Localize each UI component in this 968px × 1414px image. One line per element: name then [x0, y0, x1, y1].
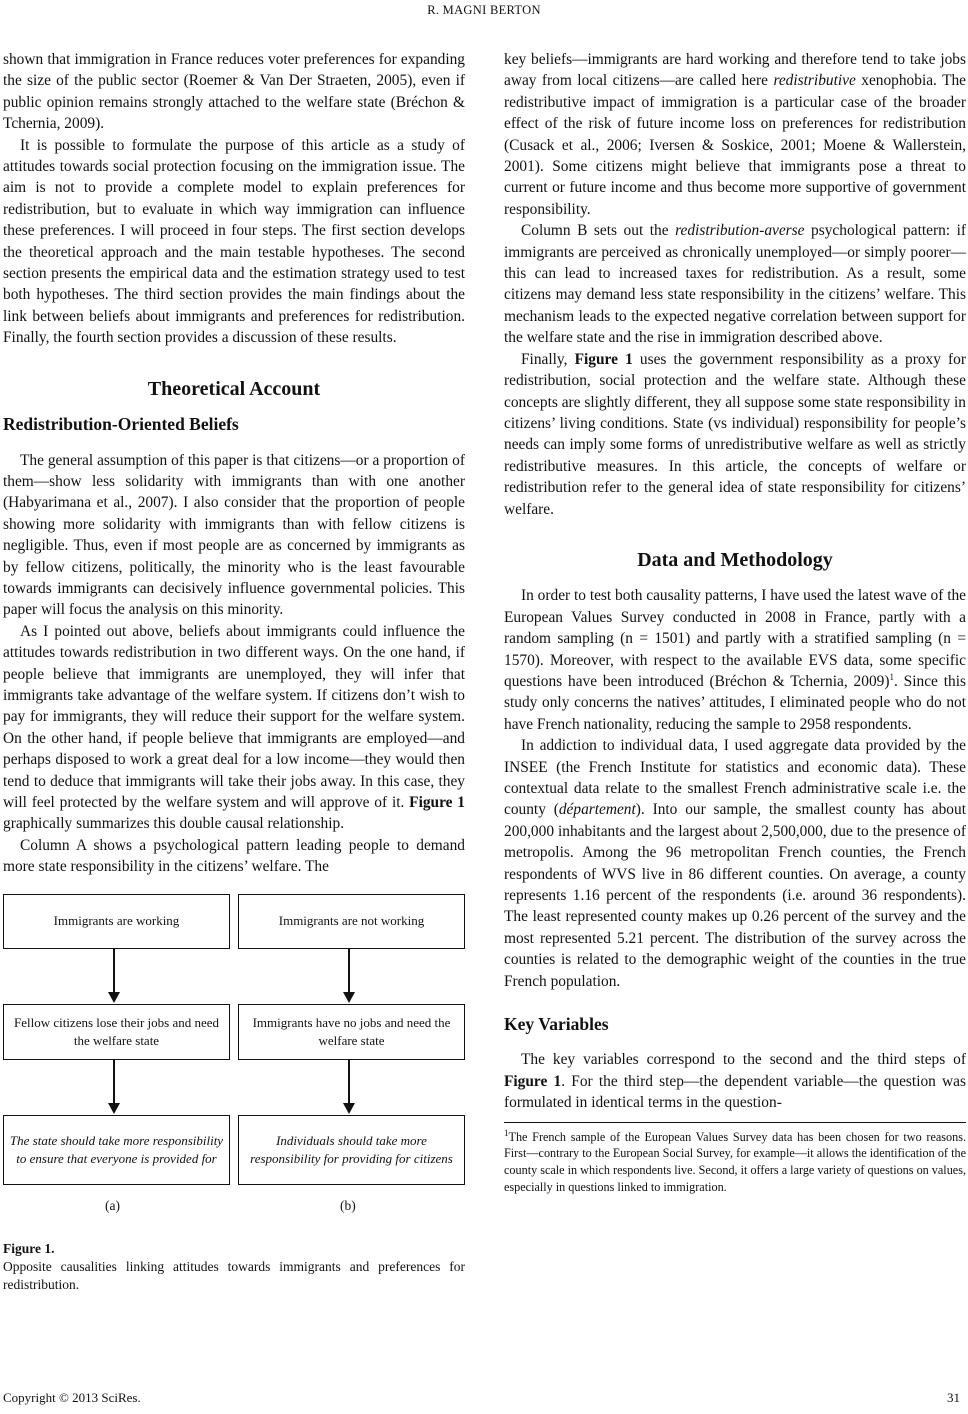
running-head: R. MAGNI BERTON: [427, 3, 541, 17]
text-run: In order to test both causality patterns, I have used the latest wave of the European Values Survey conducted in 2008 in France, partly with a random sampling (n = 1501) and partly with a stratified sampling (n = 1570). Moreover, with respect to the available EVS data, some specific questions have been introduced (Bréchon & Tchernia, 2009): [504, 587, 966, 690]
figure-1-diagram: [3, 894, 465, 1234]
subsection-heading: Redistribution-Oriented Beliefs: [3, 414, 239, 435]
section-heading: Data and Methodology: [637, 548, 833, 571]
paragraph: It is possible to formulate the purpose of this article as a study of attitudes towards social protection focusing on the immigration issue. The aim is not to provide a complete model to explain preferences for redistribution, but to evaluate in which way immigration can influence these preferences. I will proceed in four steps. The first section develops the theoretical approach and the main testable hypotheses. The second section presents the empirical data and the estimation strategy used to test both hypotheses. The third section provides the main findings about the link between beliefs about immigrants and preferences for redistribution. Finally, the fourth section provides a discussion of these results.: [3, 136, 465, 347]
box-b3: Individuals should take more responsibility for providing for citizens: [238, 1115, 465, 1185]
box-b2: Immigrants have no jobs and need the welfare state: [238, 1004, 465, 1060]
text-run: xenophobia. The redistributive impact of immigration is a particular case of the broader effect of the risk of future income loss on preferences for redistribution (Cusack et al., 2006; Iversen & Soskice, 2001; Moene & Wallerstein, 2001). Some citizens might believe that immigrants pose a threat to current or future income and thus become more supportive of government responsibility.: [504, 72, 967, 218]
text-run: ). Into our sample, the smallest county has about 200,000 inhabitants and the largest about 2,500,000, due to the presence of metropolis. Among the 96 metropolitan French counties, the French respondents of WVS live in 86 different counties. On average, a county represents 1.16 percent of the respondents (i.e. around 36 respondents). The least represented county makes up 0.26 percent of the survey and the most represented 5.21 percent. The distribution of the survey across the counties is related to the demographic weight of the counties in the true French population.: [504, 801, 966, 990]
arrowhead: [343, 1103, 355, 1114]
arrow-a1-a2: [113, 949, 115, 994]
paragraph: [504, 1049, 966, 1113]
page-number: 31: [947, 1390, 960, 1405]
text-run: Column B sets out the: [521, 222, 676, 240]
box-b1: Immigrants are not working: [238, 894, 465, 949]
paragraph: The general assumption of this paper is that citizens—or a proportion of them—show less solidarity with immigrants than with one another (Habyarimana et al., 2007). I also consider that the proportion of people showing more solidarity with immigrants than with fellow citizens is negligible. Thus, even if most people are as concerned by immigrants as by fellow citizens, politically, the minority who is the least favourable towards immigrants can decisively influence governmental policies. This paper will focus the analysis on this minority.: [3, 451, 465, 619]
emphasis: département: [558, 801, 636, 819]
column-label-b: (b): [340, 1197, 356, 1213]
column-label-a: (a): [105, 1197, 120, 1213]
subsection-heading: Key Variables: [504, 1014, 609, 1035]
text-run: . For the third step—the dependent variable—the question was formulated in identical terms in the question-: [504, 1072, 966, 1112]
footnote-rule: [504, 1122, 966, 1123]
footnote-number: 1: [504, 1127, 509, 1138]
box-a1: Immigrants are working: [3, 894, 230, 949]
figure-reference[interactable]: Figure 1: [574, 350, 633, 368]
footnote-marker[interactable]: 1: [889, 671, 894, 682]
footnote: [504, 1129, 966, 1196]
text-run: uses the government responsibility as a proxy for redistribution, social protection and the welfare state. Although these concepts are slightly different, they all suppose some state responsibility in citizens’ living conditions. State (vs individual) responsibility for people’s needs can imply some forms of unredistributive welfare as well as strictly redistributive measures. In this article, the concepts of welfare or redistribution refer to the general idea of state responsibility for citizens’ welfare.: [504, 350, 966, 518]
text-run: key beliefs—immigrants are hard working and therefore tend to take jobs away from local citizens—are called here: [504, 51, 966, 90]
figure-caption-text: Opposite causalities linking attitudes towards immigrants and preferences for redistribution.: [3, 1258, 465, 1292]
right-column: [504, 49, 966, 1196]
section-heading: Theoretical Account: [147, 377, 321, 400]
copyright-notice: Copyright © 2013 SciRes.: [3, 1390, 141, 1405]
text-run: As I pointed out above, beliefs about immigrants could influence the attitudes towards redistribution in two different ways. On the one hand, if people believe that immigrants are unemployed, they will infer that immigrants take advantage of the welfare system. If citizens don’t wish to pay for immigrants, they will reduce their support for the welfare system. On the other hand, if people believe that immigrants are employed—and perhaps disposed to work a great deal for a low income—they would then tend to deduce that immigrants will take their jobs away. In this case, they will feel protected by the welfare system and will approve of it.: [3, 622, 465, 811]
box-a3: The state should take more responsibility to ensure that everyone is provided for: [3, 1115, 230, 1185]
arrow-a2-a3: [113, 1060, 115, 1105]
text-run: Finally,: [521, 350, 575, 368]
text-run: graphically summarizes this double causal relationship.: [3, 815, 345, 833]
text-run: psychological pattern: if immigrants are perceived as chronically unemployed—or simply poorer—this can lead to increased taxes for redistribution. As a result, some citizens may demand less state responsibility in the citizens’ welfare. This mechanism leads to the expected negative correlation between support for the welfare state and the rise in immigration described above.: [504, 222, 966, 347]
emphasis: redistributive: [773, 72, 856, 90]
figure-caption-title: Figure 1.: [3, 1240, 55, 1256]
paragraph: [504, 49, 966, 220]
paragraph: [504, 585, 966, 735]
arrowhead: [108, 1103, 120, 1114]
arrow-b1-b2: [348, 949, 350, 994]
arrowhead: [343, 992, 355, 1003]
paragraph: Column A shows a psychological pattern leading people to demand more state responsibility in the citizens’ welfare. The: [3, 836, 465, 876]
text-run: . Since this study only concerns the natives’ attitudes, I eliminated people who do not have French nationality, reducing the sample to 2958 respondents.: [504, 672, 966, 733]
figure-caption: [3, 1240, 465, 1294]
figure-reference[interactable]: Figure 1: [409, 794, 466, 811]
footnote-text: The French sample of the European Values Survey data has been chosen for two reasons. First—contrary to the European Social Survey, for example—it allows the identification of the county scale in which respondents live. Second, it offers a large variety of questions on values, especially in questions linked to immigration.: [504, 1129, 966, 1195]
text-run: The key variables correspond to the second and the third steps of: [521, 1051, 966, 1069]
figure-reference[interactable]: Figure 1: [504, 1072, 562, 1090]
arrowhead: [108, 992, 120, 1003]
paragraph: [504, 220, 966, 348]
paragraph: shown that immigration in France reduces voter preferences for expanding the size of the public sector (Roemer & Van Der Straeten, 2005), even if public opinion remains strongly attached to the welfare state (Bréchon & Tchernia, 2009).: [3, 51, 465, 133]
box-a2: Fellow citizens lose their jobs and need the welfare state: [3, 1004, 230, 1060]
emphasis: redistribution-averse: [675, 222, 805, 240]
text-run: In addiction to individual data, I used aggregate data provided by the INSEE (the French Institute for statistics and economic data). These contextual data relate to the smallest French administrative scale i.e. the county (: [504, 737, 966, 819]
paragraph: [504, 349, 966, 520]
paragraph: [3, 621, 465, 835]
left-column: [3, 49, 465, 1294]
paragraph: [504, 735, 966, 992]
arrow-b2-b3: [348, 1060, 350, 1105]
